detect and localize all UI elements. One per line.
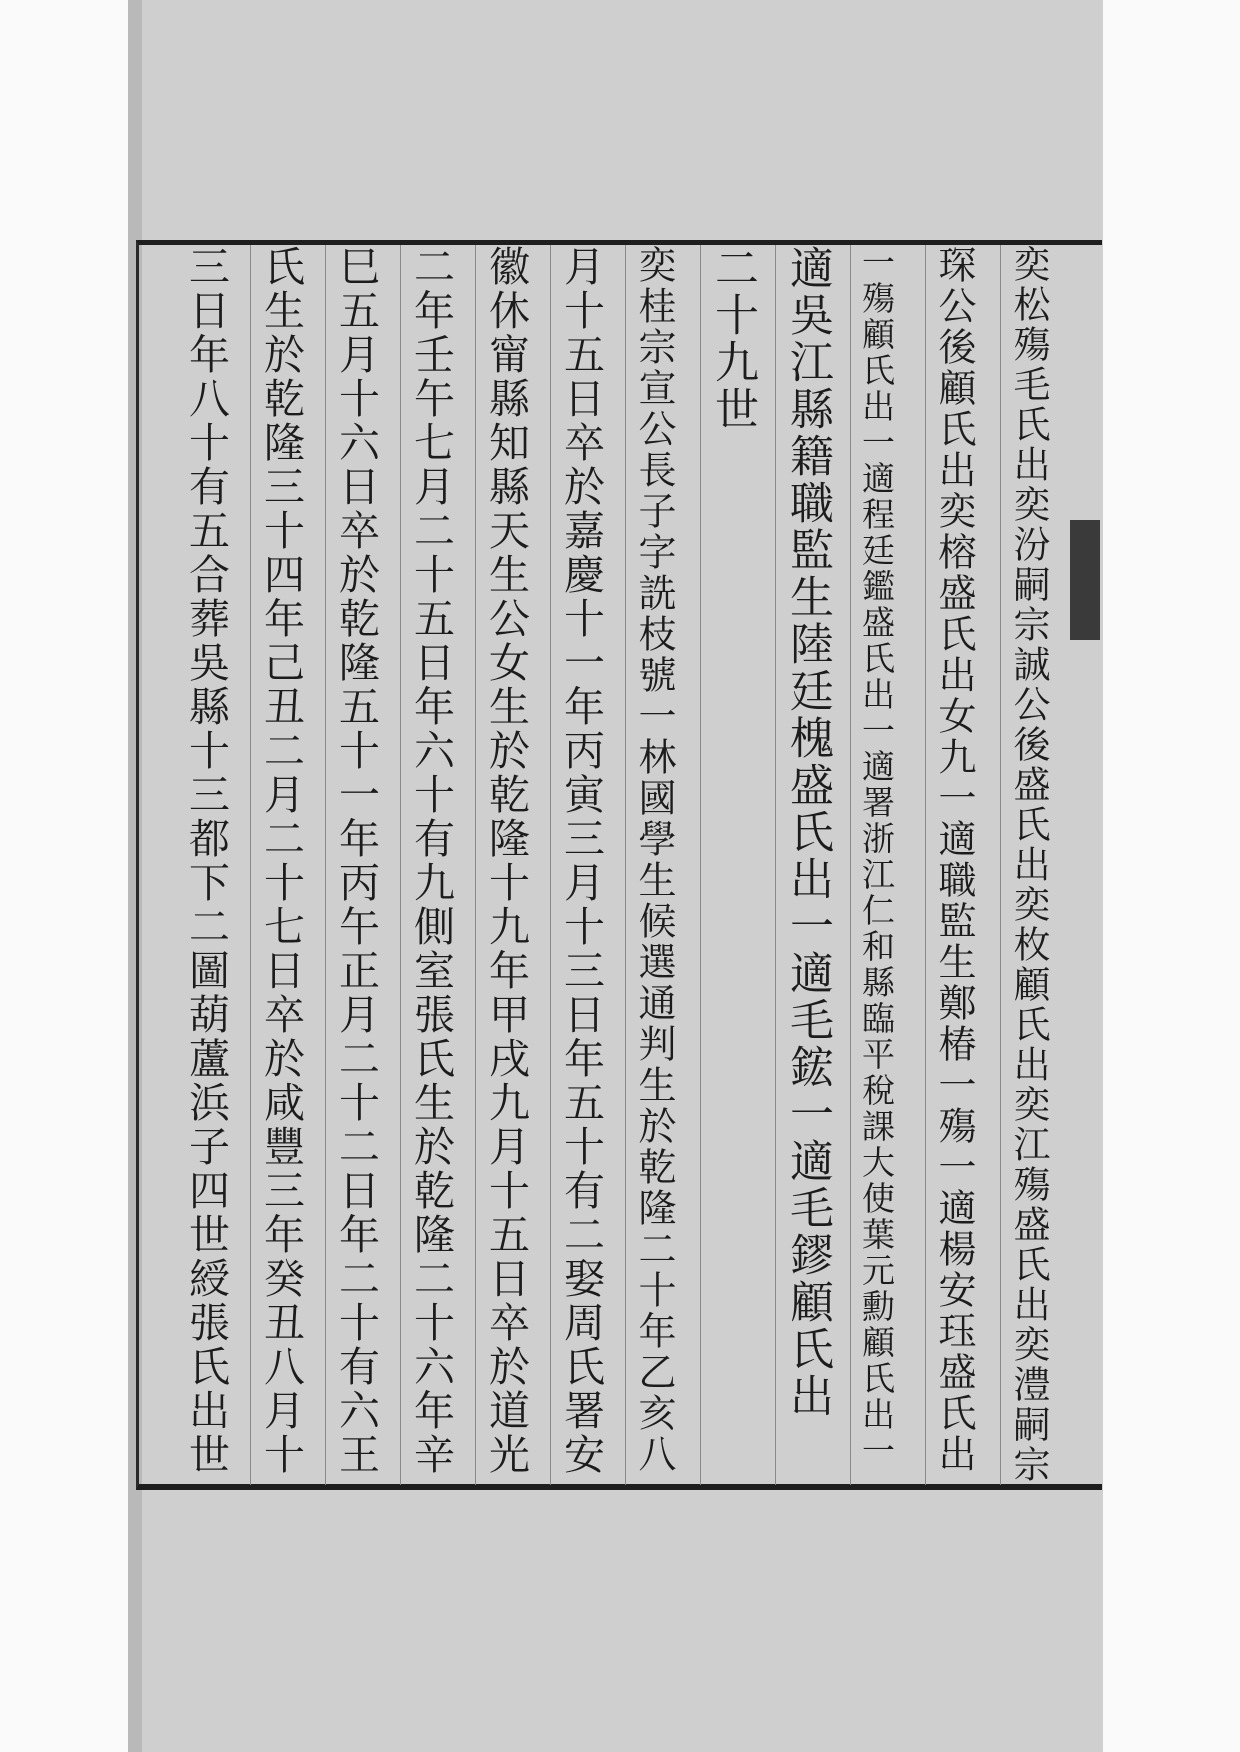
column-rule <box>400 245 401 1485</box>
text-column-9: 二年壬午七月二十五日年六十有九側室張氏生於乾隆二十六年辛 <box>407 245 455 1477</box>
column-rule <box>850 245 851 1485</box>
margin-mark <box>1070 520 1100 640</box>
text-column-1: 奕松殤毛氏出奕汾嗣宗誠公後盛氏出奕枚顧氏出奕江殤盛氏出奕澧嗣宗 <box>1007 245 1050 1485</box>
column-rule <box>475 245 476 1485</box>
text-column-3: 一殤顧氏出一適程廷鑑盛氏出一適署浙江仁和縣臨平稅課大使葉元勳顧氏出一 <box>857 245 896 1469</box>
text-column-11: 氏生於乾隆三十四年己丑二月二十七日卒於咸豐三年癸丑八月十 <box>257 245 305 1477</box>
column-rule <box>325 245 326 1485</box>
column-rule <box>625 245 626 1485</box>
column-rule <box>250 245 251 1485</box>
text-column-10: 巳五月十六日卒於乾隆五十一年丙午正月二十二日年二十有六王 <box>332 245 380 1477</box>
text-column-4: 適吳江縣籍職監生陸廷槐盛氏出一適毛鋐一適毛鏐顧氏出 <box>782 245 833 1420</box>
text-column-6: 奕桂宗宣公長子字詵枝號一林國學生候選通判生於乾隆二十年乙亥八 <box>632 245 676 1475</box>
text-column-8: 徽休甯縣知縣天生公女生於乾隆十九年甲戌九月十五日卒於道光 <box>482 245 530 1477</box>
column-rule <box>925 245 926 1485</box>
column-rule <box>775 245 776 1485</box>
text-column-2: 琛公後顧氏出奕榕盛氏出女九一適職監生鄭椿一殤一適楊安珏盛氏出 <box>932 245 976 1475</box>
text-column-12: 三日年八十有五合葬吳縣十三都下二圖葫蘆浜子四世綬張氏出世 <box>182 245 230 1477</box>
generation-heading: 二十九世 <box>707 245 758 433</box>
text-column-7: 月十五日卒於嘉慶十一年丙寅三月十三日年五十有二娶周氏署安 <box>557 245 605 1477</box>
column-rule <box>550 245 551 1485</box>
column-rule <box>700 245 701 1485</box>
column-rule <box>1000 245 1001 1485</box>
